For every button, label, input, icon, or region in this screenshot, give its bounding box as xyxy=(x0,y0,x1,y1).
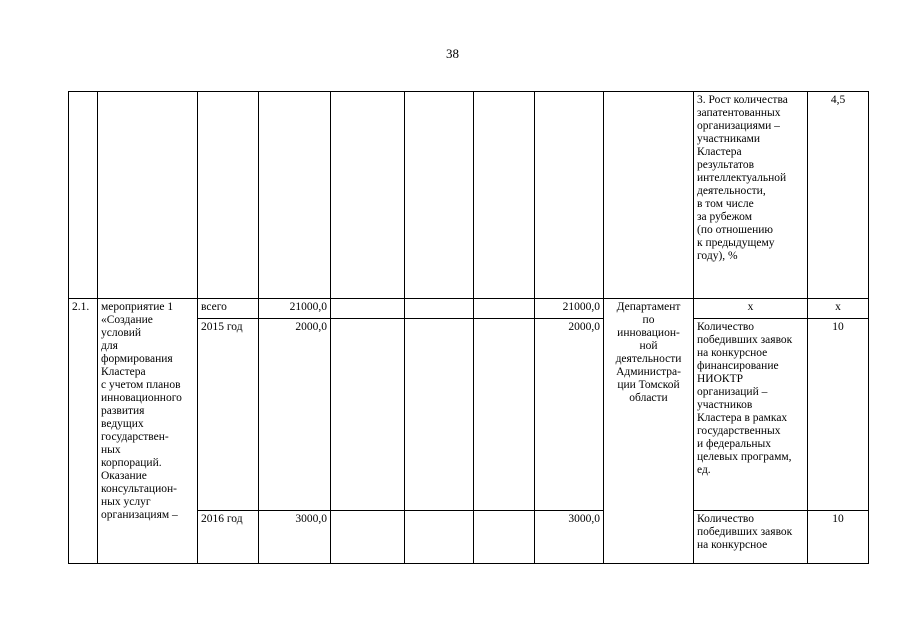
cell-total: 2000,0 xyxy=(259,319,331,511)
cell-period: 2015 год xyxy=(198,319,259,511)
cell-federal xyxy=(331,92,405,299)
cell-period: 2016 год xyxy=(198,511,259,564)
cell-local xyxy=(474,319,535,511)
cell-regional xyxy=(405,92,474,299)
table-row xyxy=(69,92,869,299)
cell-executor: Департамент по инновацион- ной деятельности Администра- ции Томской области xyxy=(604,299,694,564)
cell-indicator: Количество победивших заявок на конкурсное финансирование НИОКТР организаций – участников Кластера в рамках государственных и федеральных целевых программ, ед. xyxy=(694,319,808,511)
page-number: 38 xyxy=(446,46,459,61)
cell-indicator-value: 10 xyxy=(808,511,869,564)
cell-indicator-value: 4,5 xyxy=(808,92,869,299)
cell-executor xyxy=(604,92,694,299)
cell-indicator: х xyxy=(694,299,808,319)
cell-local xyxy=(474,299,535,319)
cell-indicator: Количество победивших заявок на конкурсное xyxy=(694,511,808,564)
cell-period xyxy=(198,92,259,299)
cell-number xyxy=(69,92,98,299)
cell-total xyxy=(259,92,331,299)
cell-extrabudget: 21000,0 xyxy=(535,299,604,319)
cell-activity xyxy=(98,92,198,299)
program-table xyxy=(68,91,869,564)
cell-federal xyxy=(331,319,405,511)
cell-regional xyxy=(405,299,474,319)
cell-regional xyxy=(405,511,474,564)
cell-indicator: 3. Рост количества запатентованных организациями – участниками Кластера результатов интеллектуальной деятельности, в том числе за рубежом (по отношению к предыдущему году), % xyxy=(694,92,808,299)
cell-total: 3000,0 xyxy=(259,511,331,564)
cell-activity: мероприятие 1 «Создание условий для формирования Кластера с учетом планов инновационного развития ведущих государствен- ных корпораций. Оказание консультацион- ных услуг организациям – xyxy=(98,299,198,564)
cell-indicator-value: 10 xyxy=(808,319,869,511)
cell-extrabudget: 3000,0 xyxy=(535,511,604,564)
cell-number: 2.1. xyxy=(69,299,98,564)
cell-indicator-value: х xyxy=(808,299,869,319)
cell-period: всего xyxy=(198,299,259,319)
cell-total: 21000,0 xyxy=(259,299,331,319)
cell-local xyxy=(474,511,535,564)
cell-federal xyxy=(331,511,405,564)
table-row xyxy=(69,299,869,319)
cell-federal xyxy=(331,299,405,319)
cell-extrabudget: 2000,0 xyxy=(535,319,604,511)
cell-local xyxy=(474,92,535,299)
cell-regional xyxy=(405,319,474,511)
cell-extrabudget xyxy=(535,92,604,299)
